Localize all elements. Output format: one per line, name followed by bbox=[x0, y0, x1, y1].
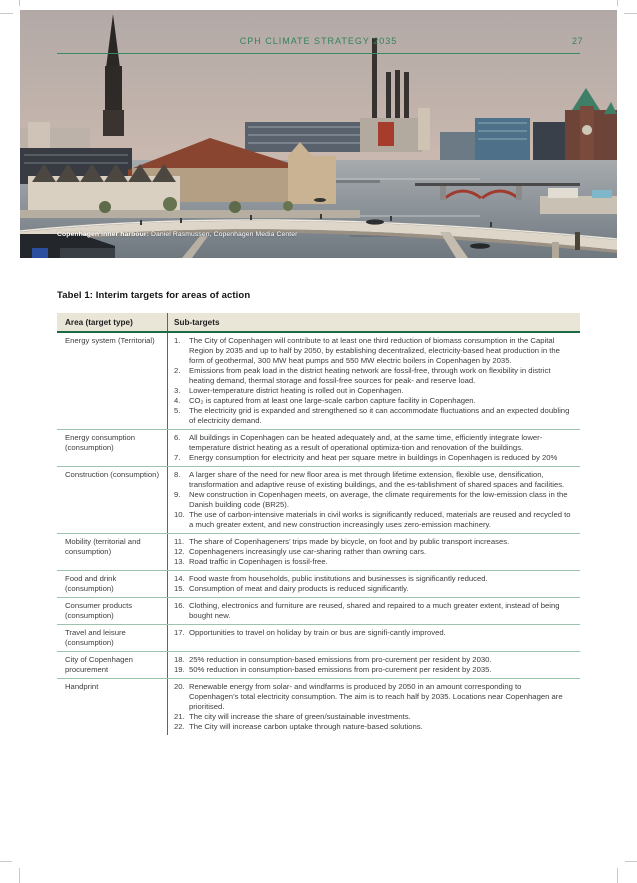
subtarget-text: Road traffic in Copenhagen is fossil-free. bbox=[189, 556, 328, 566]
area-cell: Consumer products (consumption) bbox=[65, 600, 133, 620]
subtargets-cell bbox=[167, 333, 580, 429]
subtarget-item bbox=[174, 584, 572, 594]
subtarget-number: 7. bbox=[174, 452, 181, 462]
subtarget-text: New construction in Copenhagen meets, on average, the climate requirements for the low-emission class in the Danish building code (BR25). bbox=[189, 489, 568, 509]
subtarget-number: 16. bbox=[174, 600, 185, 610]
subtarget-text: The City will increase carbon uptake through nature-based solutions. bbox=[189, 721, 423, 731]
subtarget-number: 9. bbox=[174, 489, 181, 499]
table-row bbox=[57, 652, 580, 679]
interim-targets-table bbox=[57, 313, 580, 735]
area-cell: Energy system (Territorial) bbox=[65, 335, 155, 345]
subtarget-item bbox=[174, 665, 572, 675]
page-number: 27 bbox=[571, 36, 583, 46]
subtarget-number: 20. bbox=[174, 681, 185, 691]
page-header-title: CPH CLIMATE STRATEGY 2035 bbox=[239, 36, 398, 46]
subtarget-item bbox=[174, 682, 572, 712]
subtarget-item bbox=[174, 490, 572, 510]
crop-mark bbox=[19, 0, 20, 6]
area-cell: Handprint bbox=[65, 681, 99, 691]
table-row bbox=[57, 534, 580, 571]
harbour-photo bbox=[20, 10, 617, 258]
subtarget-item bbox=[174, 396, 572, 406]
crop-mark bbox=[0, 861, 12, 862]
table-row bbox=[57, 571, 580, 598]
subtarget-number: 8. bbox=[174, 469, 181, 479]
subtarget-item bbox=[174, 366, 572, 386]
subtargets-cell bbox=[167, 598, 580, 624]
photo-caption-credit: Daniel Rasmussen, Copenhagen Media Center bbox=[149, 231, 298, 238]
subtarget-item bbox=[174, 470, 572, 490]
table-row bbox=[57, 625, 580, 652]
subtarget-number: 19. bbox=[174, 664, 185, 674]
subtarget-item bbox=[174, 537, 572, 547]
subtarget-number: 15. bbox=[174, 583, 185, 593]
subtarget-number: 4. bbox=[174, 395, 181, 405]
subtargets-cell bbox=[167, 652, 580, 678]
subtarget-number: 2. bbox=[174, 365, 181, 375]
photo-caption-label: Copenhagen inner harbour: bbox=[57, 231, 149, 238]
subtarget-number: 6. bbox=[174, 432, 181, 442]
subtarget-text: The city will increase the share of green/sustainable investments. bbox=[189, 711, 411, 721]
subtarget-text: 25% reduction in consumption-based emissions from pro-curement per resident by 2030. bbox=[189, 654, 492, 664]
crop-mark bbox=[617, 0, 618, 6]
subtarget-text: The electricity grid is expanded and strengthened so it can accommodate fluctuations and an expected doubling of electricity demand. bbox=[189, 405, 570, 425]
table-row bbox=[57, 598, 580, 625]
subtarget-number: 13. bbox=[174, 556, 185, 566]
subtarget-item bbox=[174, 574, 572, 584]
area-cell: Food and drink (consumption) bbox=[65, 573, 117, 593]
subtarget-number: 22. bbox=[174, 721, 185, 731]
subtarget-number: 12. bbox=[174, 546, 185, 556]
subtarget-text: All buildings in Copenhagen can be heated adequately and, at the same time, efficiently integrate lower-temperature district heating as a result of operational optimiza-tion and renovation of the buildings. bbox=[189, 432, 543, 452]
crop-mark bbox=[624, 13, 637, 14]
subtarget-text: Food waste from households, public institutions and businesses is significantly reduced. bbox=[189, 573, 488, 583]
table-row bbox=[57, 430, 580, 467]
subtargets-cell bbox=[167, 625, 580, 651]
area-cell: Mobility (territorial and consumption) bbox=[65, 536, 141, 556]
crop-mark bbox=[617, 868, 618, 883]
subtarget-text: The City of Copenhagen will contribute to at least one third reduction of biomass consumption in the Capital Region by 2035 and up to half by 2050, by establishing decentralized, electricity-based heat production in the form of geothermal, 300 MW heat pumps and 550 MW electric boilers in Copenhagen by 2035. bbox=[189, 335, 560, 365]
subtarget-text: Consumption of meat and dairy products is reduced significantly. bbox=[189, 583, 409, 593]
subtarget-item bbox=[174, 406, 572, 426]
table-row bbox=[57, 333, 580, 430]
subtarget-number: 14. bbox=[174, 573, 185, 583]
subtarget-number: 5. bbox=[174, 405, 181, 415]
subtarget-item bbox=[174, 386, 572, 396]
subtarget-text: Opportunities to travel on holiday by train or bus are signifi-cantly improved. bbox=[189, 627, 446, 637]
subtarget-text: CO₂ is captured from at least one large-scale carbon capture facility in Copenhagen. bbox=[189, 395, 476, 405]
area-cell: City of Copenhagen procurement bbox=[65, 654, 133, 674]
subtarget-text: The share of Copenhageners’ trips made by bicycle, on foot and by public transport increases. bbox=[189, 536, 510, 546]
subtarget-number: 17. bbox=[174, 627, 185, 637]
subtarget-number: 11. bbox=[174, 536, 185, 546]
crop-mark bbox=[0, 13, 13, 14]
subtarget-number: 10. bbox=[174, 509, 185, 519]
table-row bbox=[57, 679, 580, 735]
subtargets-cell bbox=[167, 467, 580, 533]
photo-caption bbox=[57, 231, 298, 238]
crop-mark bbox=[19, 868, 20, 883]
column-header-area: Area (target type) bbox=[65, 317, 133, 327]
subtargets-cell bbox=[167, 534, 580, 570]
subtarget-number: 1. bbox=[174, 335, 181, 345]
subtarget-item bbox=[174, 655, 572, 665]
subtarget-item bbox=[174, 601, 572, 621]
subtarget-item bbox=[174, 712, 572, 722]
table-header-row bbox=[57, 313, 580, 333]
table-title: Tabel 1: Interim targets for areas of action bbox=[57, 290, 251, 301]
subtarget-number: 3. bbox=[174, 385, 181, 395]
subtarget-text: Lower-temperature district heating is rolled out in Copenhagen. bbox=[189, 385, 404, 395]
subtarget-item bbox=[174, 510, 572, 530]
subtarget-text: Renewable energy from solar- and windfarms is produced by 2050 in an amount corresponding to Copenhagen’s total electricity consumption. The aim is to reach half by 2035. Locations near Copenhagen are prioritised. bbox=[189, 681, 563, 711]
area-cell: Energy consumption (consumption) bbox=[65, 432, 136, 452]
header-rule bbox=[57, 53, 580, 54]
subtarget-text: Copenhageners increasingly use car-sharing rather than owning cars. bbox=[189, 546, 427, 556]
harbour-photo-illustration bbox=[20, 10, 617, 258]
table-body bbox=[57, 333, 580, 735]
subtarget-item bbox=[174, 453, 572, 463]
area-cell: Travel and leisure (consumption) bbox=[65, 627, 126, 647]
area-cell: Construction (consumption) bbox=[65, 469, 159, 479]
subtarget-number: 21. bbox=[174, 711, 185, 721]
column-header-subtargets: Sub-targets bbox=[167, 313, 580, 331]
subtargets-cell bbox=[167, 571, 580, 597]
subtarget-item bbox=[174, 547, 572, 557]
subtarget-number: 18. bbox=[174, 654, 185, 664]
subtarget-item bbox=[174, 628, 572, 638]
table-row bbox=[57, 467, 580, 534]
subtargets-cell bbox=[167, 679, 580, 735]
subtarget-text: 50% reduction in consumption-based emissions from pro-curement per resident by 2035. bbox=[189, 664, 492, 674]
subtarget-text: Clothing, electronics and furniture are reused, shared and repaired to a much greater extent, instead of being bought new. bbox=[189, 600, 560, 620]
subtarget-item bbox=[174, 433, 572, 453]
subtarget-text: The use of carbon-intensive materials in civil works is significantly reduced, materials are reused and recycled to a much greater extent, and new construction increasingly uses zero-emission machinery. bbox=[189, 509, 571, 529]
subtarget-item bbox=[174, 722, 572, 732]
crop-mark bbox=[625, 861, 637, 862]
subtarget-item bbox=[174, 336, 572, 366]
subtarget-item bbox=[174, 557, 572, 567]
subtargets-cell bbox=[167, 430, 580, 466]
subtarget-text: A larger share of the need for new floor area is met through lifetime extension, flexible use, densification, transformation and adaptive reuse of existing buildings, and the es-tablishment of shared spaces and facilities. bbox=[189, 469, 565, 489]
subtarget-text: Energy consumption for electricity and heat per square metre in buildings in Copenhagen is reduced by 20% bbox=[189, 452, 558, 462]
subtarget-text: Emissions from peak load in the district heating network are fossil-free, through work on flexibility in district heating demand, thermal storage and fossil-free sources for peak- and reserve load. bbox=[189, 365, 551, 385]
